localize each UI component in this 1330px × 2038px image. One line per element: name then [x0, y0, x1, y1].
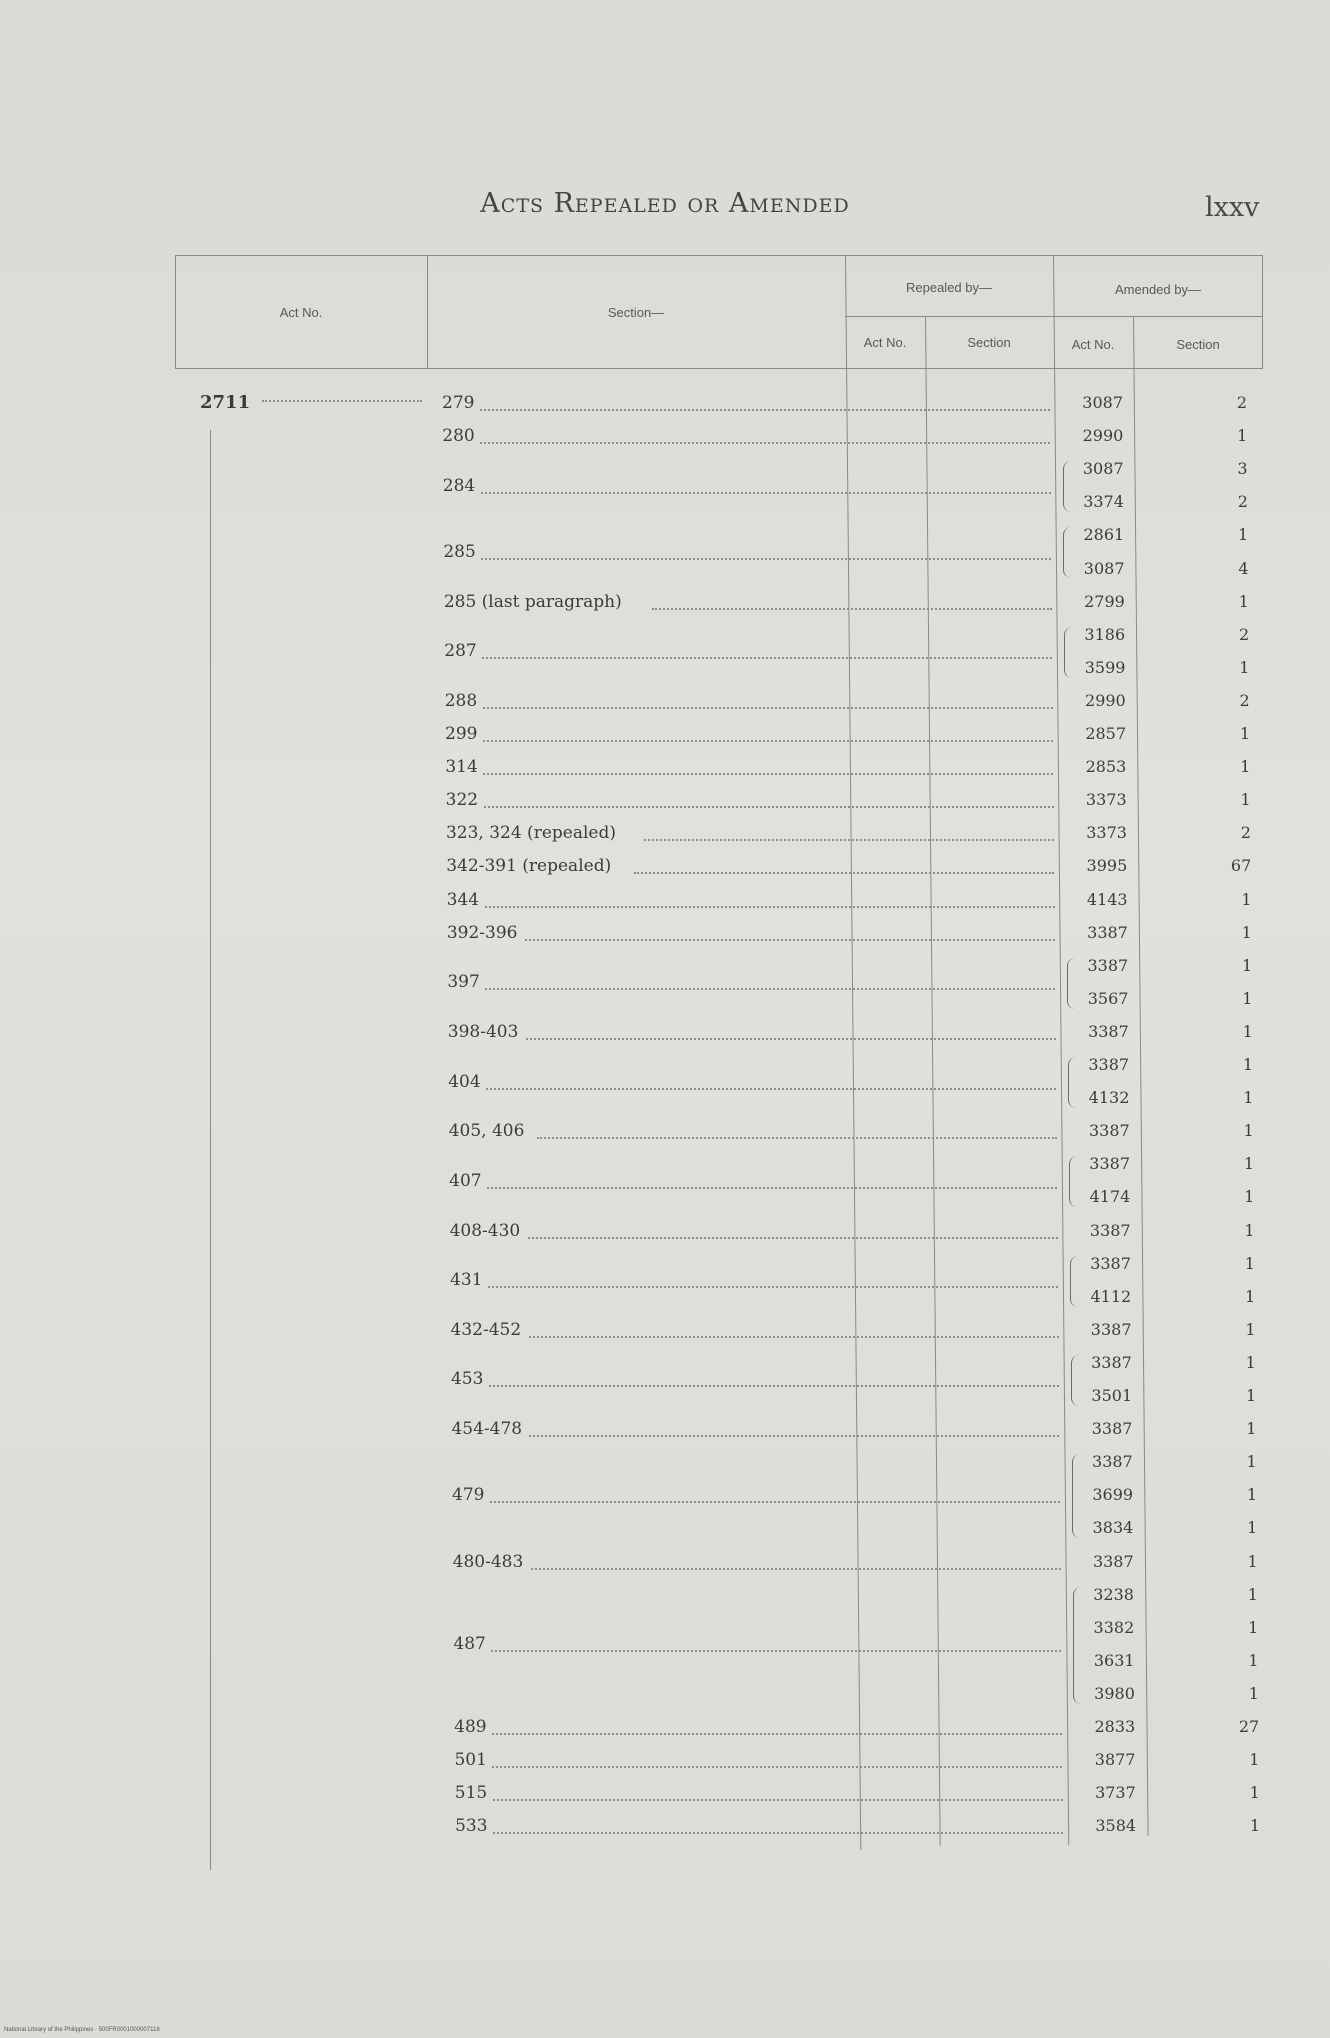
amended-section-no: 1: [1247, 1584, 1258, 1604]
amended-act-no: 3387: [1090, 1253, 1131, 1273]
amended-act-no: 3238: [1093, 1584, 1134, 1604]
amended-act-no: 4174: [1089, 1187, 1131, 1207]
amended-section-no: 4: [1238, 558, 1249, 578]
section-leader: [525, 939, 1055, 941]
section-cell: 407: [449, 1170, 482, 1191]
section-leader: [529, 1336, 1059, 1338]
section-leader: [490, 1501, 1060, 1503]
section-leader: [480, 442, 1050, 444]
amended-section-no: 1: [1244, 1187, 1255, 1207]
amended-section-no: 1: [1242, 1021, 1253, 1041]
section-leader: [492, 1766, 1062, 1768]
amended-act-no: 3980: [1094, 1683, 1135, 1703]
amended-section-no: 1: [1240, 757, 1251, 777]
amended-act-no: 3567: [1087, 988, 1129, 1008]
header-section: Section—: [607, 305, 665, 320]
table-top-rule: [175, 255, 1263, 256]
section-cell: 479: [452, 1485, 485, 1506]
header-amended-act-no: Act No.: [1071, 337, 1115, 352]
section-cell: 322: [445, 790, 479, 811]
amended-act-no: 3387: [1089, 1154, 1130, 1174]
amended-act-no: 3599: [1084, 657, 1126, 677]
section-leader: [488, 1286, 1058, 1288]
header-amended-by: Amended by—: [1115, 282, 1201, 297]
col-rule-section: [845, 255, 861, 1850]
section-cell: 489: [454, 1717, 487, 1737]
amended-section-no: 1: [1243, 1154, 1254, 1174]
amended-act-no: 3501: [1091, 1386, 1133, 1405]
section-cell: 287: [444, 641, 477, 662]
header-repealed-by: Repealed by—: [906, 280, 992, 295]
section-cell: 408-430: [449, 1220, 521, 1241]
section-leader: [483, 773, 1053, 775]
act-leader: [262, 400, 422, 402]
section-leader: [537, 1137, 1057, 1139]
section-cell: 432-452: [450, 1319, 522, 1340]
section-cell: 453: [450, 1369, 484, 1390]
amended-section-no: 1: [1238, 591, 1249, 611]
section-cell: 280: [442, 426, 475, 447]
amended-section-no: 1: [1242, 988, 1253, 1008]
amended-act-no: 3387: [1088, 1055, 1130, 1074]
section-cell: 344: [446, 889, 480, 910]
section-cell: 398-403: [447, 1021, 519, 1042]
section-cell: 454-478: [451, 1419, 523, 1440]
section-leader: [482, 657, 1052, 659]
amended-act-no: 3699: [1092, 1485, 1134, 1505]
amended-section-no: 1: [1248, 1617, 1259, 1637]
amended-act-no: 3374: [1083, 492, 1124, 512]
amended-section-no: 2: [1236, 393, 1247, 412]
section-cell: 284: [442, 475, 476, 496]
header-amended-section: Section: [1176, 337, 1220, 352]
amended-act-no: 3387: [1091, 1352, 1132, 1372]
amended-section-no: 2: [1239, 690, 1250, 710]
col-rule-repealed-sub: [925, 316, 941, 1846]
amended-act-no: 3387: [1087, 922, 1128, 942]
section-cell: 314: [445, 757, 478, 778]
amended-section-no: 1: [1249, 1783, 1260, 1803]
page-title: Acts Repealed or Amended: [480, 188, 850, 219]
amended-section-no: 1: [1246, 1485, 1258, 1505]
amended-act-no: 2861: [1083, 525, 1125, 545]
amended-section-no: 1: [1248, 1650, 1259, 1670]
amended-section-no: 1: [1246, 1452, 1257, 1472]
amended-act-no: 3387: [1090, 1319, 1132, 1339]
header-repealed-section: Section: [967, 335, 1011, 350]
amended-section-no: 1: [1247, 1518, 1258, 1538]
section-cell: 404: [448, 1071, 481, 1092]
amended-act-no: 2799: [1084, 591, 1125, 611]
main-act-number: 2711: [200, 392, 251, 413]
amended-act-no: 3387: [1088, 1121, 1130, 1141]
amended-section-no: 1: [1240, 790, 1251, 810]
amended-section-no: 1: [1249, 1816, 1261, 1836]
section-leader: [531, 1568, 1061, 1570]
amended-section-no: 1: [1239, 657, 1250, 677]
amended-section-no: 1: [1239, 724, 1251, 743]
amended-section-no: 1: [1241, 889, 1252, 909]
amended-act-no: 2990: [1082, 426, 1124, 446]
section-cell: 342-391 (repealed): [446, 856, 612, 877]
section-leader: [634, 872, 1054, 874]
section-cell: 487: [453, 1634, 486, 1655]
amended-section-no: 67: [1230, 856, 1252, 876]
amended-section-no: 1: [1237, 426, 1248, 446]
amended-act-no: 2853: [1085, 757, 1127, 777]
amended-act-no: 3087: [1082, 459, 1124, 479]
section-cell: 431: [450, 1270, 483, 1291]
section-leader: [493, 1832, 1063, 1834]
amended-act-no: 3631: [1093, 1650, 1135, 1670]
section-cell: 299: [445, 724, 478, 744]
amended-act-no: 2990: [1085, 690, 1126, 710]
header-act-no: Act No.: [279, 305, 323, 320]
section-leader: [652, 608, 1052, 610]
section-cell: 405, 406: [448, 1121, 525, 1142]
section-leader: [486, 1088, 1056, 1090]
amended-act-no: 2833: [1094, 1717, 1136, 1736]
amended-act-no: 3387: [1092, 1551, 1134, 1571]
section-leader: [484, 806, 1054, 808]
section-leader: [529, 1435, 1059, 1437]
amended-section-no: 2: [1240, 823, 1251, 843]
amended-act-no: 3186: [1084, 624, 1126, 644]
section-leader: [644, 839, 1054, 841]
amended-act-no: 4143: [1086, 889, 1128, 909]
amended-act-no: 3877: [1094, 1750, 1136, 1770]
amended-section-no: 3: [1237, 459, 1248, 479]
section-leader: [491, 1650, 1061, 1652]
col-rule-act: [427, 255, 428, 368]
amended-section-no: 1: [1248, 1683, 1259, 1703]
amended-section-no: 1: [1238, 525, 1249, 545]
section-leader: [481, 492, 1051, 494]
amended-section-no: 1: [1249, 1750, 1260, 1770]
section-leader: [489, 1385, 1059, 1387]
amended-act-no: 2857: [1085, 724, 1127, 743]
amended-section-no: 1: [1242, 1055, 1254, 1074]
section-leader: [487, 1187, 1057, 1189]
section-cell: 480-483: [452, 1551, 524, 1572]
amended-act-no: 3387: [1087, 955, 1129, 975]
section-cell: 515: [454, 1783, 488, 1804]
amended-act-no: 3087: [1082, 393, 1123, 412]
amended-section-no: 1: [1244, 1220, 1255, 1240]
amended-act-no: 3387: [1089, 1220, 1131, 1240]
amended-section-no: 27: [1238, 1717, 1260, 1736]
amended-act-no: 3995: [1086, 856, 1128, 876]
section-leader: [485, 906, 1055, 908]
section-leader: [528, 1237, 1058, 1239]
header-repealed-act-no: Act No.: [863, 335, 907, 350]
section-leader: [493, 1799, 1063, 1801]
amended-section-no: 2: [1238, 624, 1250, 644]
amended-act-no: 3737: [1095, 1783, 1136, 1803]
amended-section-no: 1: [1243, 1121, 1254, 1141]
section-cell: 392-396: [446, 922, 518, 943]
amended-section-no: 1: [1244, 1253, 1255, 1273]
section-cell: 285 (last paragraph): [443, 591, 622, 612]
section-leader: [483, 740, 1053, 742]
section-cell: 397: [447, 972, 480, 993]
footer-credit: National Library of the Philippines · 500FR0001000007118: [4, 2027, 160, 2033]
header-bottom-rule: [175, 368, 1263, 369]
amended-act-no: 3834: [1092, 1518, 1134, 1538]
amended-section-no: 1: [1245, 1386, 1257, 1405]
amended-section-no: 1: [1243, 1088, 1254, 1108]
section-leader: [481, 558, 1051, 560]
amended-act-no: 4112: [1090, 1286, 1132, 1306]
amended-section-no: 1: [1245, 1352, 1256, 1372]
section-cell: 285: [443, 541, 476, 562]
amended-section-no: 1: [1246, 1419, 1257, 1439]
section-cell: 501: [454, 1750, 487, 1771]
section-cell: 323, 324 (repealed): [445, 823, 616, 844]
col-rule-act-body: [210, 430, 211, 1870]
amended-section-no: 2: [1237, 492, 1248, 512]
amended-act-no: 3387: [1091, 1419, 1133, 1439]
section-leader: [526, 1038, 1056, 1040]
amended-act-no: 3387: [1088, 1021, 1129, 1041]
amended-section-no: 1: [1245, 1286, 1256, 1306]
amended-act-no: 3373: [1086, 823, 1127, 843]
section-leader: [492, 1733, 1062, 1735]
amended-section-no: 1: [1241, 955, 1253, 975]
section-leader: [485, 988, 1055, 990]
amended-section-no: 1: [1241, 922, 1252, 942]
page-number: lxxv: [1205, 192, 1260, 223]
amended-act-no: 3373: [1085, 790, 1127, 810]
amended-act-no: 4132: [1088, 1088, 1130, 1108]
amended-section-no: 1: [1245, 1319, 1256, 1339]
section-cell: 279: [442, 393, 475, 413]
section-leader: [480, 409, 1050, 411]
section-cell: 533: [455, 1816, 488, 1837]
amended-act-no: 3387: [1092, 1452, 1133, 1472]
amended-act-no: 3087: [1083, 558, 1125, 578]
section-leader: [483, 707, 1053, 709]
amended-act-no: 3584: [1095, 1816, 1137, 1836]
section-cell: 288: [444, 690, 478, 711]
amended-section-no: 1: [1247, 1551, 1258, 1571]
amended-act-no: 3382: [1093, 1617, 1135, 1637]
col-rule-amended-sub: [1133, 316, 1149, 1836]
